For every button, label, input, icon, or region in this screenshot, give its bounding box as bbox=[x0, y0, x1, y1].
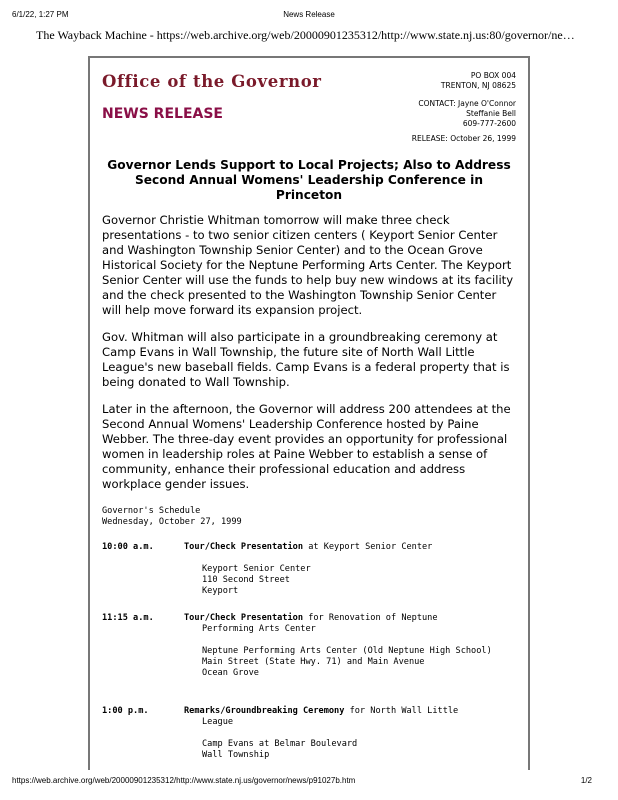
location-line: Keyport Senior Center bbox=[202, 564, 311, 574]
schedule-date: Wednesday, October 27, 1999 bbox=[102, 517, 242, 527]
contact-line: 609-777-2600 bbox=[462, 119, 516, 128]
event-desc: for Renovation of Neptune bbox=[308, 613, 438, 623]
location-line: Ocean Grove bbox=[202, 668, 259, 678]
news-release-label: NEWS RELEASE bbox=[102, 106, 223, 122]
address-line: TRENTON, NJ 08625 bbox=[440, 81, 516, 90]
schedule-header bbox=[102, 506, 516, 528]
location-line: Wall Township bbox=[202, 750, 270, 760]
location-line: Camp Evans at Belmar Boulevard bbox=[202, 739, 358, 749]
body-paragraph: Governor Christie Whitman tomorrow will make three check presentations - to two senior citizen centers ( Keyport Senior Center and Washington Township Senior Center) and to the Ocean Grove Historical Society for the Neptune Performing Arts Center. The Keyport Senior Center will use the funds to help buy new windows at its facility and the check presented to the Washington Township Senior Center will help move forward its expansion project. bbox=[102, 213, 514, 317]
event-desc: at Keyport Senior Center bbox=[308, 542, 433, 552]
event-desc: for North Wall Little bbox=[349, 706, 459, 716]
print-date: 6/1/22, 1:27 PM bbox=[12, 10, 69, 19]
schedule-event bbox=[102, 613, 516, 679]
schedule-event bbox=[102, 542, 516, 597]
schedule-event bbox=[102, 706, 516, 761]
location-line: Main Street (State Hwy. 71) and Main Avenue bbox=[202, 657, 425, 667]
event-title: Remarks/Groundbreaking Ceremony bbox=[184, 706, 345, 716]
event-title: Tour/Check Presentation bbox=[184, 613, 303, 623]
schedule-list bbox=[102, 542, 516, 770]
event-location bbox=[184, 564, 516, 597]
contact-line: CONTACT: Jayne O'Connor bbox=[418, 99, 516, 108]
event-desc-cont: League bbox=[202, 717, 234, 727]
page-number: 1/2 bbox=[580, 776, 592, 785]
print-url: https://web.archive.org/web/20000901235312/http://www.state.nj.us/governor/news/p91027b.htm bbox=[12, 776, 356, 785]
event-time: 10:00 a.m. bbox=[102, 542, 154, 552]
event-location bbox=[184, 739, 516, 761]
news-release-page bbox=[88, 56, 530, 770]
event-desc-cont: Performing Arts Center bbox=[202, 624, 316, 634]
masthead bbox=[102, 58, 516, 150]
body-paragraph: Later in the afternoon, the Governor will address 200 attendees at the Second Annual Womens' Leadership Conference hosted by Paine Webber. The three-day event provides an opportunity for professional women in leadership roles at Paine Webber to establish a sense of community, enhance their professional education and address workplace gender issues. bbox=[102, 402, 511, 491]
schedule-title: Governor's Schedule bbox=[102, 506, 201, 516]
contact-line: Steffanie Bell bbox=[466, 109, 516, 118]
wayback-banner: The Wayback Machine - https://web.archive.org/web/20000901235312/http://www.state.nj.us:80/governor/ne… bbox=[36, 28, 575, 42]
event-title: Tour/Check Presentation bbox=[184, 542, 303, 552]
location-line: Neptune Performing Arts Center (Old Neptune High School) bbox=[202, 646, 492, 656]
location-line: Keyport bbox=[202, 586, 239, 596]
body-paragraph: Gov. Whitman will also participate in a groundbreaking ceremony at Camp Evans in Wall Township, the future site of North Wall Little League's new baseball fields. Camp Evans is a federal property that is being donated to Wall Township. bbox=[102, 330, 510, 389]
print-header bbox=[12, 10, 606, 22]
address-block bbox=[441, 71, 516, 91]
address-line: PO BOX 004 bbox=[470, 71, 516, 80]
headline: Governor Lends Support to Local Projects; Also to Address Second Annual Womens' Leadership Conference in Princeton bbox=[107, 158, 511, 202]
office-title: Office of the Governor bbox=[102, 72, 322, 91]
location-line: 110 Second Street bbox=[202, 575, 290, 585]
contact-block bbox=[418, 99, 516, 129]
event-time: 1:00 p.m. bbox=[102, 706, 149, 716]
release-date: RELEASE: October 26, 1999 bbox=[411, 134, 516, 143]
event-location bbox=[184, 646, 516, 679]
print-footer bbox=[12, 776, 606, 788]
print-title: News Release bbox=[283, 10, 335, 19]
event-time: 11:15 a.m. bbox=[102, 613, 154, 623]
